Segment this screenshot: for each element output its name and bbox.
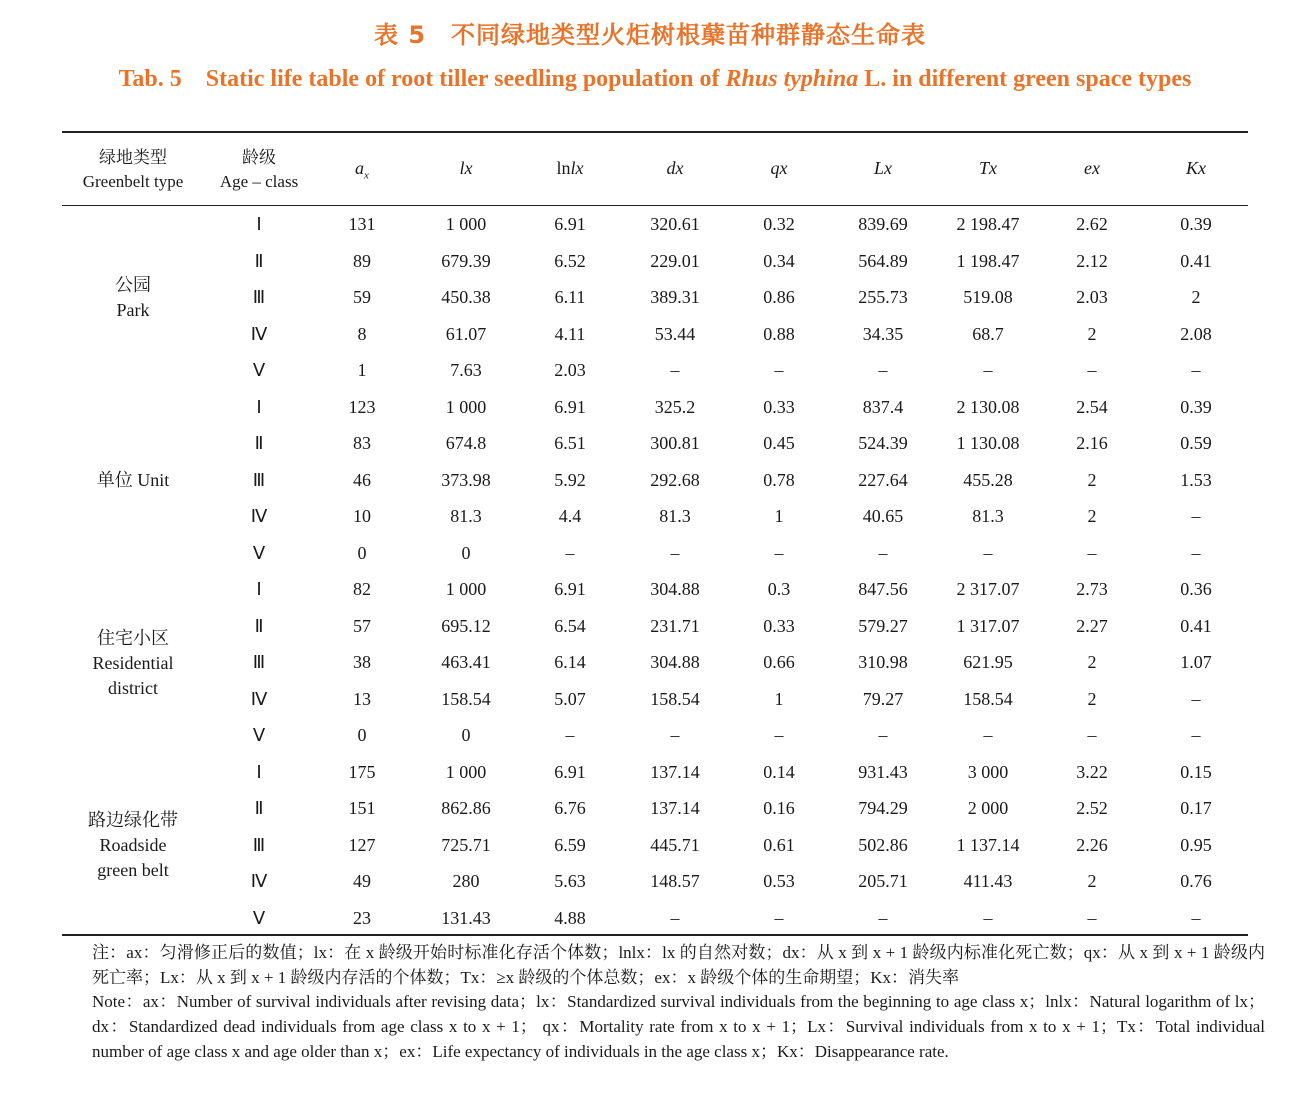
table-cell: – — [774, 907, 784, 928]
table-cell: 2.03 — [554, 360, 586, 380]
age-class-cell: Ⅴ — [252, 725, 266, 745]
table-cell: 6.54 — [554, 615, 586, 636]
table-cell: 1.07 — [1180, 652, 1212, 672]
title-en-prefix: Tab. 5 Static life table of root tiller seedling population of — [118, 66, 726, 92]
table-cell: 304.88 — [650, 579, 700, 599]
table-cell: 1 — [774, 688, 784, 709]
table-cell: 6.76 — [554, 798, 586, 818]
table-cell: 137.14 — [650, 798, 700, 818]
table-cell: 148.57 — [650, 871, 700, 891]
table-cell: 82 — [353, 579, 371, 599]
table-cell: 519.08 — [963, 287, 1013, 307]
table-cell: 0.39 — [1180, 396, 1212, 417]
table-title-en — [95, 58, 1215, 100]
table-cell: – — [774, 542, 784, 563]
table-title-cn: 表 5 不同绿地类型火炬树根蘖苗种群静态生命表 — [373, 21, 927, 49]
top-rule — [62, 131, 1248, 133]
table-cell: 0.33 — [763, 615, 795, 636]
table-cell: 455.28 — [963, 469, 1013, 490]
table-cell: 2 — [1191, 287, 1201, 307]
table-cell: 3.22 — [1076, 761, 1108, 782]
group-residential-cn: 住宅小区 — [97, 628, 169, 648]
age-class-cell: Ⅳ — [250, 323, 268, 344]
table-cell: 151 — [348, 798, 376, 818]
table-cell: – — [670, 542, 680, 563]
table-cell: 1 — [774, 506, 784, 526]
table-cell: – — [774, 725, 784, 745]
table-cell: 847.56 — [858, 579, 908, 599]
table-cell: 463.41 — [441, 652, 491, 672]
table-cell: 292.68 — [650, 469, 700, 490]
age-class-cell: Ⅲ — [252, 287, 266, 307]
table-cell: 1 130.08 — [956, 433, 1020, 453]
age-class-cell: Ⅳ — [250, 688, 268, 709]
age-class-cell: Ⅲ — [252, 834, 266, 855]
table-cell: – — [983, 542, 993, 563]
table-cell: 2.27 — [1076, 615, 1108, 636]
table-cell: 6.91 — [554, 761, 586, 782]
table-cell: 6.52 — [554, 250, 586, 271]
table-cell: 2 — [1087, 469, 1097, 490]
group-label-roadside — [62, 808, 204, 883]
table-cell: 49 — [353, 871, 371, 891]
table-cell: – — [1191, 688, 1201, 709]
table-cell: 10 — [353, 506, 371, 526]
table-cell: 679.39 — [441, 250, 491, 271]
column-header-dx: dx — [666, 158, 684, 178]
table-cell: – — [774, 360, 784, 380]
table-cell: 931.43 — [858, 761, 908, 782]
table-cell: 300.81 — [650, 433, 700, 453]
table-cell: 34.35 — [862, 323, 904, 344]
age-class-cell: Ⅰ — [256, 214, 262, 234]
table-cell: 4.11 — [554, 323, 586, 344]
table-cell: – — [1087, 360, 1097, 380]
table-cell: 175 — [348, 761, 376, 782]
table-cell: 674.8 — [445, 433, 487, 453]
table-cell: 4.88 — [554, 907, 586, 928]
table-cell: 81.3 — [972, 506, 1004, 526]
table-cell: 38 — [353, 652, 371, 672]
table-cell: 1 198.47 — [956, 250, 1020, 271]
group-label-unit — [62, 468, 204, 493]
table-cell: 2.52 — [1076, 798, 1108, 818]
age-class-cell: Ⅱ — [254, 615, 264, 636]
column-header-lx: lx — [459, 158, 473, 178]
age-class-cell: Ⅰ — [256, 579, 262, 599]
table-cell: 0.95 — [1180, 834, 1212, 855]
table-cell: 1 317.07 — [956, 615, 1020, 636]
table-cell: 2.62 — [1076, 214, 1108, 234]
table-cell: 83 — [353, 433, 371, 453]
note-cn-text: 注：ax：匀滑修正后的数值；lx：在 x 龄级开始时标准化存活个体数；lnlx：lx 的自然对数；dx：从 x 到 x + 1 龄级内标准化死亡数；qx：从 x 到 x + 1 龄级内死亡率；Lx：从 x 到 x + 1 龄级内存活的个体数；Tx：≥x 龄级的个体总数；ex：x 龄级个体的生命期望；Kx：消失率 — [92, 943, 1265, 987]
title-en-species: Rhus typhina — [725, 66, 859, 92]
header-age-cn: 龄级 — [242, 148, 276, 167]
table-cell: 6.91 — [554, 579, 586, 599]
table-cell: 0.66 — [763, 652, 795, 672]
table-cell: 389.31 — [650, 287, 700, 307]
table-cell: 325.2 — [654, 396, 696, 417]
title-en-suffix: L. in different green space types — [858, 66, 1192, 92]
table-cell: 205.71 — [858, 871, 908, 891]
table-cell: – — [983, 725, 993, 745]
table-cell: – — [670, 360, 680, 380]
table-cell: 227.64 — [858, 469, 908, 490]
table-cell: 0.36 — [1180, 579, 1212, 599]
table-cell: 0 — [461, 725, 471, 745]
table-cell: 0.78 — [763, 469, 795, 490]
age-class-cell: Ⅰ — [256, 396, 262, 417]
table-cell: 794.29 — [858, 798, 908, 818]
table-cell: 695.12 — [441, 615, 491, 636]
header-age-en: Age – class — [219, 172, 299, 191]
table-cell: 0.39 — [1180, 214, 1212, 234]
table-cell: 450.38 — [441, 287, 491, 307]
table-cell: 445.71 — [650, 834, 700, 855]
table-cell: 621.95 — [963, 652, 1013, 672]
table-cell: – — [1087, 725, 1097, 745]
table-cell: 46 — [353, 469, 371, 490]
note-cn — [50, 940, 1265, 990]
age-class-cell: Ⅰ — [256, 761, 262, 782]
table-cell: 1.53 — [1180, 469, 1212, 490]
table-cell: 2.54 — [1076, 396, 1108, 417]
table-cell: 0.76 — [1180, 871, 1212, 891]
table-cell: 2 198.47 — [956, 214, 1020, 234]
note-en-text: Note：ax：Number of survival individuals after revising data；lx：Standardized survival individuals from the beginning to age class x；lnlx：Natural logarithm of lx；dx：Standardized dead individuals from age class x to x + 1； qx：Mortality rate from x to x + 1；Lx：Survival individuals from x to x + 1；Tx：Total individual number of age class x and age older than x；ex：Life expectancy of individuals in the age class x；Kx：Disappearance rate. — [92, 992, 1265, 1061]
table-cell: 6.91 — [554, 214, 586, 234]
table-cell: 0.3 — [767, 579, 791, 599]
table-cell: 1 000 — [445, 396, 487, 417]
table-cell: 564.89 — [858, 250, 908, 271]
table-cell: 0.41 — [1180, 250, 1212, 271]
table-cell: 61.07 — [445, 323, 487, 344]
header-age-class — [204, 146, 314, 194]
table-cell: 57 — [353, 615, 371, 636]
table-cell: 0.86 — [763, 287, 795, 307]
table-cell: 123 — [348, 396, 376, 417]
table-cell: 131.43 — [441, 907, 491, 928]
table-cell: – — [878, 542, 888, 563]
table-cell: 524.39 — [858, 433, 908, 453]
table-cell: 0.88 — [763, 323, 795, 344]
table-cell: 2.73 — [1076, 579, 1108, 599]
table-cell: 0 — [357, 725, 367, 745]
table-cell: 0.15 — [1180, 761, 1212, 782]
group-label-residential — [62, 626, 204, 701]
table-cell: – — [983, 360, 993, 380]
table-cell: 2 000 — [967, 798, 1009, 818]
table-cell: 255.73 — [858, 287, 908, 307]
table-cell: 6.11 — [554, 287, 586, 307]
table-cell: 8 — [357, 323, 367, 344]
column-header-ex: ex — [1084, 158, 1100, 178]
table-cell: 23 — [353, 907, 371, 928]
table-cell: – — [670, 725, 680, 745]
table-cell: 6.91 — [554, 396, 586, 417]
column-header-ax: $a_x$ — [355, 158, 369, 182]
table-cell: 0.17 — [1180, 798, 1212, 818]
table-cell: – — [878, 360, 888, 380]
table-cell: 502.86 — [858, 834, 908, 855]
table-cell: – — [565, 725, 575, 745]
table-cell: 1 000 — [445, 579, 487, 599]
table-cell: – — [670, 907, 680, 928]
table-cell: 304.88 — [650, 652, 700, 672]
group-residential-en: Residential district — [92, 653, 174, 698]
table-cell: 2 130.08 — [956, 396, 1020, 417]
group-label-park — [62, 273, 204, 323]
table-cell: 137.14 — [650, 761, 700, 782]
table-cell: 2 — [1087, 688, 1097, 709]
table-cell: 411.43 — [963, 871, 1013, 891]
table-cell: 1 137.14 — [956, 834, 1020, 855]
table-cell: 89 — [353, 250, 371, 271]
table-cell: 1 000 — [445, 761, 487, 782]
group-unit-label: 单位 Unit — [96, 470, 170, 490]
table-cell: – — [565, 542, 575, 563]
table-cell: 1 000 — [445, 214, 487, 234]
table-cell: 862.86 — [441, 798, 491, 818]
table-cell: 2.16 — [1076, 433, 1108, 453]
table-cell: 229.01 — [650, 250, 700, 271]
table-cell: – — [878, 907, 888, 928]
table-cell: 2 — [1087, 652, 1097, 672]
table-cell: 2.12 — [1076, 250, 1108, 271]
table-cell: 59 — [353, 287, 371, 307]
age-class-cell: Ⅱ — [254, 433, 264, 453]
table-cell: 310.98 — [858, 652, 908, 672]
group-park-cn: 公园 — [115, 275, 151, 295]
table-cell: 0.32 — [763, 214, 795, 234]
age-class-cell: Ⅲ — [252, 469, 266, 490]
table-cell: 0.34 — [763, 250, 795, 271]
table-cell: 3 000 — [967, 761, 1009, 782]
column-header-lx: Lx — [874, 158, 892, 178]
table-cell: 7.63 — [450, 360, 482, 380]
age-class-cell: Ⅲ — [252, 652, 266, 672]
table-cell: – — [983, 907, 993, 928]
table-cell: 1 — [357, 360, 367, 380]
table-cell: – — [1087, 542, 1097, 563]
table-cell: – — [878, 725, 888, 745]
table-cell: 6.59 — [554, 834, 586, 855]
table-cell: 725.71 — [441, 834, 491, 855]
column-header-kx: Kx — [1186, 158, 1206, 178]
table-cell: 2 — [1087, 871, 1097, 891]
age-class-cell: Ⅳ — [250, 871, 268, 891]
table-cell: 2.03 — [1076, 287, 1108, 307]
table-cell: 837.4 — [862, 396, 904, 417]
table-cell: 81.3 — [450, 506, 482, 526]
group-park-en: Park — [116, 300, 150, 320]
table-cell: 2 317.07 — [956, 579, 1020, 599]
table-cell: 5.63 — [554, 871, 586, 891]
table-cell: 4.4 — [558, 506, 582, 526]
table-cell: 2 — [1087, 323, 1097, 344]
table-cell: 0.59 — [1180, 433, 1212, 453]
table-cell: 158.54 — [650, 688, 700, 709]
age-class-cell: Ⅴ — [252, 907, 266, 928]
table-cell: 79.27 — [862, 688, 904, 709]
table-cell: – — [1191, 542, 1201, 563]
table-cell: 373.98 — [441, 469, 491, 490]
table-cell: 0.41 — [1180, 615, 1212, 636]
table-cell: 5.92 — [554, 469, 586, 490]
table-cell: 40.65 — [862, 506, 904, 526]
table-cell: 68.7 — [972, 323, 1004, 344]
header-greenbelt-type — [62, 146, 204, 194]
table-cell: 0.45 — [763, 433, 795, 453]
column-header-tx: Tx — [979, 158, 997, 178]
table-cell: 0.14 — [763, 761, 795, 782]
note-en — [50, 989, 1265, 1064]
age-class-cell: Ⅱ — [254, 798, 264, 818]
table-cell: – — [1087, 907, 1097, 928]
table-cell: 0 — [461, 542, 471, 563]
column-header-qx: qx — [770, 158, 788, 178]
table-cell: 131 — [348, 214, 376, 234]
table-cell: 0 — [357, 542, 367, 563]
age-class-cell: Ⅱ — [254, 250, 264, 271]
table-cell: 0.61 — [763, 834, 795, 855]
table-cell: 6.51 — [554, 433, 586, 453]
table-cell: 81.3 — [659, 506, 691, 526]
table-cell: 579.27 — [858, 615, 908, 636]
group-roadside-cn: 路边绿化带 — [88, 810, 178, 830]
table-cell: – — [1191, 506, 1201, 526]
table-cell: 53.44 — [654, 323, 696, 344]
age-class-cell: Ⅳ — [250, 506, 268, 526]
table-cell: 127 — [348, 834, 376, 855]
header-greenbelt-cn: 绿地类型 — [99, 148, 167, 167]
table-cell: 839.69 — [858, 214, 908, 234]
table-cell: – — [1191, 725, 1201, 745]
table-cell: – — [1191, 360, 1201, 380]
table-cell: 2 — [1087, 506, 1097, 526]
table-cell: 158.54 — [441, 688, 491, 709]
table-cell: 0.53 — [763, 871, 795, 891]
table-cell: 2.08 — [1180, 323, 1212, 344]
group-roadside-en: Roadside green belt — [97, 835, 169, 880]
table-cell: 0.33 — [763, 396, 795, 417]
age-class-cell: Ⅴ — [252, 542, 266, 563]
table-cell: – — [1191, 907, 1201, 928]
age-class-cell: Ⅴ — [252, 360, 266, 380]
table-cell: 231.71 — [650, 615, 700, 636]
table-cell: 6.14 — [554, 652, 586, 672]
table-cell: 0.16 — [763, 798, 795, 818]
table-cell: 320.61 — [650, 214, 700, 234]
table-cell: 5.07 — [554, 688, 586, 709]
table-cell: 158.54 — [963, 688, 1013, 709]
table-cell: 2.26 — [1076, 834, 1108, 855]
table-cell: 13 — [353, 688, 371, 709]
column-header-lnlx: lnlx — [556, 158, 584, 178]
table-cell: 280 — [452, 871, 480, 891]
header-greenbelt-en: Greenbelt type — [82, 172, 184, 191]
